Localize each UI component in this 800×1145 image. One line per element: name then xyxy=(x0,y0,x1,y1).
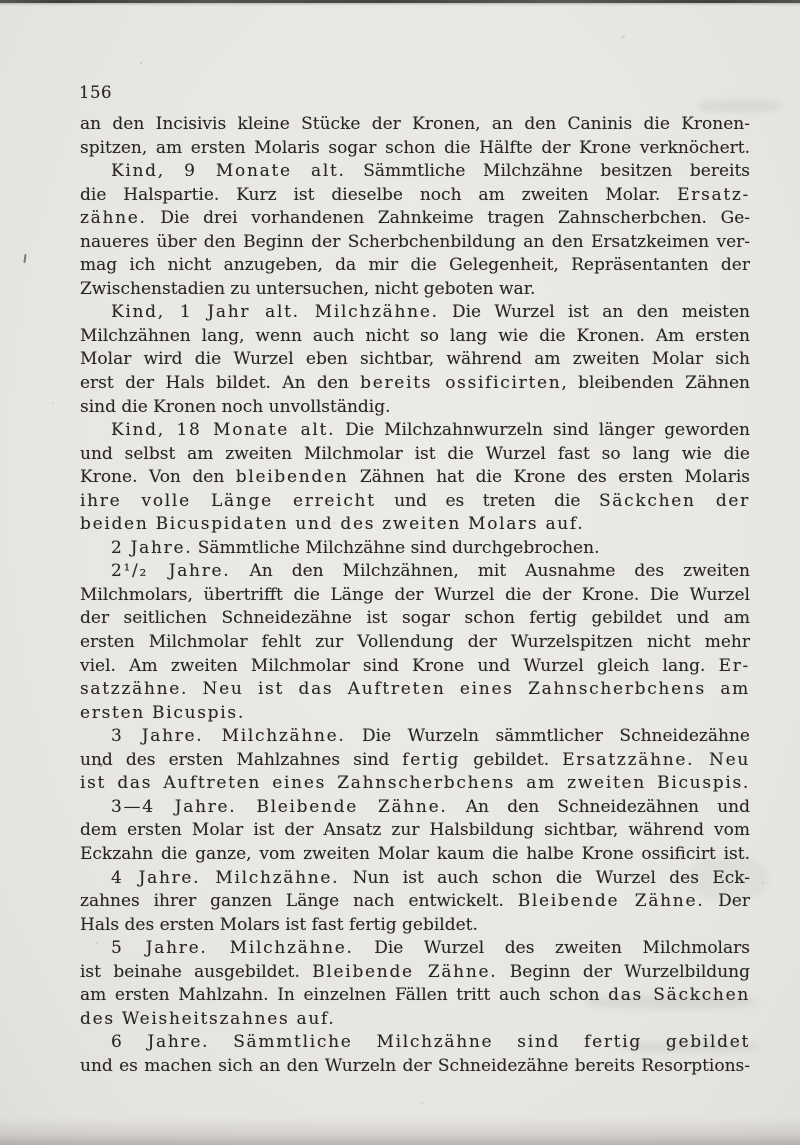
text-segment: Krone. Von den xyxy=(80,467,236,488)
text-line xyxy=(80,607,750,631)
text-segment: der seitlichen Schneidezähne ist sogar schon fertig gebildet und am xyxy=(80,608,750,629)
scan-top-edge xyxy=(0,0,800,3)
text-line xyxy=(80,961,750,985)
text-segment: Nun ist auch schon die Wurzel des Eck- xyxy=(339,867,750,888)
text-segment: am ersten Mahlzahn. In einzelnen Fällen tritt auch schon xyxy=(80,985,609,1006)
emphasized-text-segment: ist das Auftreten eines Zahnscherbchens am zweiten Bicuspis. xyxy=(80,773,750,794)
text-line xyxy=(80,937,750,961)
text-line xyxy=(80,1008,750,1032)
text-segment: Milchzähnen lang, wenn auch nicht so lang wie die Kronen. Am ersten xyxy=(80,325,750,346)
text-segment: Die Wurzeln sämmtlicher Schneidezähne xyxy=(345,726,750,747)
text-segment: spitzen, am ersten Molaris sogar schon die Hälfte der Krone verknöchert. xyxy=(80,137,750,158)
text-segment: Die drei vorhandenen Zahnkeime tragen Zahnscherbchen. Ge- xyxy=(146,208,750,229)
text-line xyxy=(80,537,750,561)
text-line xyxy=(80,207,750,231)
emphasized-text-segment: 2¹/₂ Jahre. xyxy=(111,561,231,582)
text-line xyxy=(80,560,750,584)
text-line xyxy=(80,113,750,137)
text-line xyxy=(80,584,750,608)
text-line xyxy=(80,301,750,325)
emphasized-text-segment: Kind, 9 Monate alt. xyxy=(111,161,346,182)
text-line xyxy=(80,702,750,726)
emphasized-text-segment: Kind, 1 Jahr alt. Milchzähne. xyxy=(111,302,439,323)
text-line xyxy=(80,1031,750,1055)
ink-tick-artifact xyxy=(23,254,26,263)
emphasized-text-segment: satzzähne. Neu ist das Auftreten eines Zahnscherbchens am xyxy=(80,679,750,700)
text-line xyxy=(80,278,750,302)
text-line xyxy=(80,984,750,1008)
text-segment: viel. Am zweiten Milchmolar sind Krone und Wurzel gleich lang. xyxy=(80,655,719,676)
text-line xyxy=(80,843,750,867)
text-line xyxy=(80,678,750,702)
emphasized-text-segment: Bleibende Zähne. xyxy=(312,961,498,982)
text-segment: Beginn der Wurzelbildung xyxy=(497,961,750,982)
text-segment: erst der Hals bildet. An den xyxy=(80,373,361,394)
text-block xyxy=(80,113,750,1078)
text-segment: Molar wird die Wurzel eben sichtbar, während am zweiten Molar sich xyxy=(80,349,750,370)
text-segment: Sämmtliche Milchzähne besitzen bereits xyxy=(345,161,751,182)
text-segment: und es machen sich an den Wurzeln der Schneidezähne bereits Resorptions- xyxy=(80,1055,750,1076)
text-segment: Milchmolars, übertrifft die Länge der Wurzel die der Krone. Die Wurzel xyxy=(80,584,750,605)
text-line xyxy=(80,466,750,490)
emphasized-text-segment: Säckchen der xyxy=(598,490,750,511)
emphasized-text-segment: des Weisheitszahnes auf. xyxy=(80,1008,336,1029)
emphasized-text-segment: Ersatz- xyxy=(677,184,750,205)
emphasized-text-segment: bleibenden xyxy=(235,467,349,488)
text-segment: ersten Milchmolar fehlt zur Vollendung der Wurzelspitzen nicht mehr xyxy=(80,632,750,653)
text-line xyxy=(80,1055,750,1079)
emphasized-text-segment: bereits ossificirten xyxy=(360,373,562,394)
text-line xyxy=(80,372,750,396)
emphasized-text-segment: zähne. xyxy=(80,208,147,229)
text-line xyxy=(80,867,750,891)
text-segment: , bleibenden Zähnen xyxy=(561,373,750,394)
text-line xyxy=(80,490,750,514)
text-segment: mag ich nicht anzugeben, da mir die Gelegenheit, Repräsentanten der xyxy=(80,255,750,276)
text-line xyxy=(80,890,750,914)
text-line xyxy=(80,749,750,773)
text-line xyxy=(80,325,750,349)
text-segment: Der xyxy=(704,891,750,912)
text-line xyxy=(80,137,750,161)
text-segment: naueres über den Beginn der Scherbchenbildung an den Ersatzkeimen ver- xyxy=(80,231,750,252)
emphasized-text-segment: 3—4 Jahre. Bleibende Zähne. xyxy=(111,796,448,817)
text-segment: An den Schneidezähnen und xyxy=(447,796,750,817)
text-segment: An den Milchzähnen, mit Ausnahme des zweiten xyxy=(230,561,750,582)
text-line xyxy=(80,796,750,820)
text-line xyxy=(80,914,750,938)
text-segment: Zwischenstadien zu untersuchen, nicht geboten war. xyxy=(80,278,536,299)
emphasized-text-segment: Bleibende Zähne. xyxy=(517,891,705,912)
text-segment: gebildet. xyxy=(460,749,563,770)
text-line xyxy=(80,443,750,467)
emphasized-text-segment: Kind, 18 Monate alt. xyxy=(111,420,336,441)
text-segment: dem ersten Molar ist der Ansatz zur Halsbildung sichtbar, während vom xyxy=(80,820,750,841)
text-segment: Hals des ersten Molars ist fast fertig gebildet. xyxy=(80,914,478,935)
text-line xyxy=(80,160,750,184)
emphasized-text-segment: fertig xyxy=(402,749,461,770)
emphasized-text-segment: beiden Bicuspidaten und des zweiten Molars auf. xyxy=(80,514,585,535)
emphasized-text-segment: Ersatzzähne. Neu xyxy=(562,749,750,770)
text-segment: die Halspartie. Kurz ist dieselbe noch am zweiten Molar. xyxy=(80,184,678,205)
text-line xyxy=(80,513,750,537)
text-segment: sind die Kronen noch unvollständig. xyxy=(80,396,391,417)
text-segment: Sämmtliche Milchzähne sind durchgebrochen. xyxy=(192,537,600,558)
emphasized-text-segment: 2 Jahre. xyxy=(111,537,193,558)
text-line xyxy=(80,725,750,749)
text-segment: und des ersten Mahlzahnes sind xyxy=(80,749,403,770)
text-line xyxy=(80,184,750,208)
page-number: 156 xyxy=(79,83,112,102)
text-segment: Eckzahn die ganze, vom zweiten Molar kaum die halbe Krone ossificirt ist. xyxy=(80,843,750,864)
bleed-through-smudge xyxy=(698,100,782,112)
emphasized-text-segment: 6 Jahre. Sämmtliche Milchzähne sind fertig gebildet xyxy=(111,1032,750,1053)
text-line xyxy=(80,254,750,278)
text-line xyxy=(80,396,750,420)
text-line xyxy=(80,631,750,655)
text-segment: Die Milchzahnwurzeln sind länger geworden xyxy=(335,420,751,441)
text-line xyxy=(80,419,750,443)
text-line xyxy=(80,348,750,372)
scan-bottom-shade xyxy=(0,1117,800,1145)
emphasized-text-segment: ersten Bicuspis. xyxy=(80,702,245,723)
emphasized-text-segment: Er- xyxy=(718,655,750,676)
text-segment: und es treten die xyxy=(375,490,599,511)
text-line xyxy=(80,231,750,255)
emphasized-text-segment: 4 Jahre. Milchzähne. xyxy=(111,867,340,888)
emphasized-text-segment: ihre volle Länge erreicht xyxy=(80,490,376,511)
text-line xyxy=(80,655,750,679)
text-segment: und selbst am zweiten Milchmolar ist die Wurzel fast so lang wie die xyxy=(80,443,750,464)
text-line xyxy=(80,772,750,796)
text-segment: Die Wurzel ist an den meisten xyxy=(438,302,751,323)
text-segment: an den Incisivis kleine Stücke der Kronen, an den Caninis die Kronen- xyxy=(80,114,750,134)
text-line xyxy=(80,819,750,843)
text-segment: Zähnen hat die Krone des ersten Molaris xyxy=(348,467,750,488)
text-segment: zahnes ihrer ganzen Länge nach entwickelt. xyxy=(80,891,518,912)
emphasized-text-segment: das Säckchen xyxy=(608,985,750,1006)
text-segment: ist beinahe ausgebildet. xyxy=(80,961,313,982)
emphasized-text-segment: 3 Jahre. Milchzähne. xyxy=(111,726,346,747)
text-segment: Die Wurzel des zweiten Milchmolars xyxy=(353,938,750,959)
emphasized-text-segment: 5 Jahre. Milchzähne. xyxy=(111,938,354,959)
